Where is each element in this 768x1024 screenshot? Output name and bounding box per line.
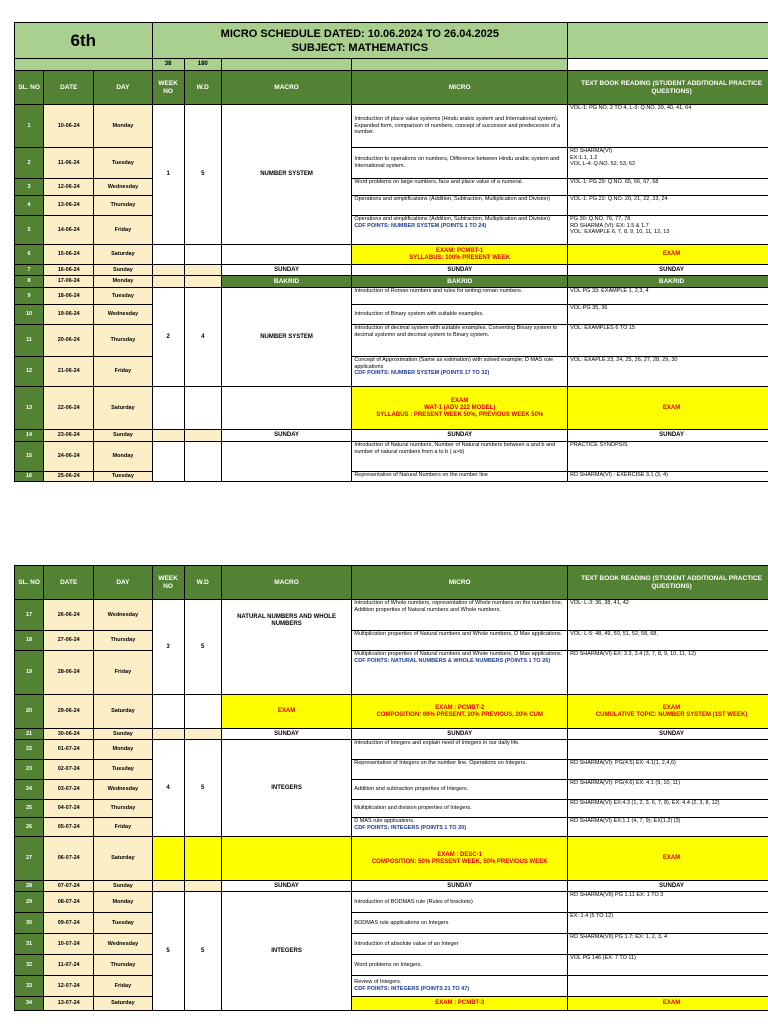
cell-week: 1 [152,105,184,245]
grade-label: 6th [15,23,153,59]
cell-book: EXAM [568,245,768,265]
cell-date: DATE [44,71,94,105]
column-header-row [15,71,768,105]
cell-day: Saturday [94,997,152,1011]
cell-book: EXAM [568,997,768,1011]
cell-sl: 28 [15,881,44,892]
cell-micro: Introduction of BODMAS rule (Rules of brackets) [352,892,568,913]
cell-date: 23-06-24 [44,430,94,442]
cell-micro: BODMAS rule applications on Integers [352,913,568,934]
cell-week: WEEK NO [152,566,184,600]
cell-week: 3 [152,600,184,695]
schedule-table-top [14,22,768,482]
table-row [15,934,768,955]
cell-book: PG 30: Q.NO. 76, 77, 78 RD SHARMA (VI): EX: 1.5 & 1.7 VOL: EXAMPLE 6, 7, 8, 9, 10, 11, 12, 13 [568,216,768,245]
cell-day: Thursday [94,325,152,357]
cell-day: Sunday [94,430,152,442]
cell-book: TEXT BOOK READING (STUDENT ADDITIONAL PRACTICE QUESTIONS) [568,566,768,600]
cell-sl: 11 [15,325,44,357]
cell-sl: 7 [15,265,44,276]
cell-day: Wednesday [94,934,152,955]
cell-book: RD SHARMA(VII) PG 1.11 EX: 1 TO 3 [568,892,768,913]
cell-book: VOL-1: PG NO. 2 TO 4, L-3: Q.NO. 39, 40, 41, 64 [568,105,768,148]
cell-sl: 3 [15,179,44,196]
cell-day: Monday [94,740,152,760]
table-row [15,216,768,245]
cell-micro: D MAS rule applications. [354,818,415,824]
table-row [15,276,768,288]
cell-book: VOL PG 146 (EX: 7 TO 11) [568,955,768,976]
cell-day: Tuesday [94,913,152,934]
table-row [15,105,768,148]
cell-book: VOL PG 33: EXAMPLE 1, 2,3, 4 [568,288,768,305]
cell-book: EXAM CUMULATIVE TOPIC: NUMBER SYSTEM (1ST WEEK) [568,695,768,729]
cell-day: Tuesday [94,760,152,780]
cell-macro: NUMBER SYSTEM [221,288,352,387]
cell-date: 24-06-24 [44,442,94,472]
cell-day: DAY [94,566,152,600]
cell-macro: BAKRID [221,276,352,288]
cell-micro: Word problems on Integers. [352,955,568,976]
cell-macro: SUNDAY [221,729,352,740]
cell-micro: Introduction to operations on numbers, Difference between Hindu arabic system and International system. [352,148,568,179]
table-row [15,305,768,325]
cell-sl: 29 [15,892,44,913]
table-row [15,780,768,800]
cell-wd: W.D [184,71,221,105]
cell-micro-cdf: CDF POINTS: NUMBER SYSTEM (POINTS 1 TO 24) [354,222,487,229]
cell-sl: 4 [15,196,44,216]
cell-book: VOL:PG 35, 36 [568,305,768,325]
cell-book: RD SHARMA(VI): PG(4.6) EX: 4.1 (9, 10, 11) [568,780,768,800]
table-row [15,288,768,305]
cell-micro: Representation of Integers on the number line. Operations on Integers. [352,760,568,780]
table-row [15,760,768,780]
cell-micro: Introduction of Binary system with suitable examples. [352,305,568,325]
cell-day: Friday [94,651,152,695]
table-row [15,837,768,881]
table-row [15,631,768,651]
cell-macro: NATURAL NUMBERS AND WHOLE NUMBERS [221,600,352,695]
cell-book: RD SHARMA(VI) EX:1.1 (4, 7, 9); EX(1.2) (3) [568,818,768,837]
table-row [15,976,768,997]
cell-wd: 5 [184,740,221,837]
cell-sl: 27 [15,837,44,881]
table-row [15,913,768,934]
cell-date: 19-06-24 [44,305,94,325]
cell-day: Thursday [94,955,152,976]
cell-micro: BAKRID [352,276,568,288]
cell-micro: Introduction of Roman numbers and rules for writing roman numbers. [352,288,568,305]
cell-date: 10-06-24 [44,105,94,148]
cell-date: 12-07-24 [44,976,94,997]
cell-sl: 14 [15,430,44,442]
cell-book: EXAM [568,387,768,430]
cell-day: Wednesday [94,780,152,800]
cell-day: Tuesday [94,288,152,305]
cell-book: EX: 1.4 (5 TO 12) [568,913,768,934]
cell-sl: 10 [15,305,44,325]
cell-micro: MICRO [352,566,568,600]
table-row [15,651,768,695]
cell-macro: MACRO [221,566,352,600]
cell-date: 25-06-24 [44,472,94,482]
cell-week: WEEK NO [152,71,184,105]
cell-day: Monday [94,105,152,148]
cell-sl: 33 [15,976,44,997]
cell-book: RD SHARMA(VII) PG 1.7; EX: 1, 2, 3, 4 [568,934,768,955]
cell-micro: Introduction of Integers and explain need of Integers in our daily life. [352,740,568,760]
cell-day: Sunday [94,881,152,892]
cell-day: Saturday [94,837,152,881]
cell-micro: Introduction of absolute value of an Integer [352,934,568,955]
cell-date: 08-07-24 [44,892,94,913]
table-row [15,892,768,913]
cell-title1: MICRO SCHEDULE DATED: 10.06.2024 TO 26.04.2025 [220,27,500,40]
cell-date: 13-07-24 [44,997,94,1011]
table-row [15,357,768,387]
table-row [15,196,768,216]
cell-micro: SUNDAY [352,729,568,740]
table-row [15,442,768,472]
cell-book: VOL-1: PG 22: Q.NO. 20, 21, 22, 23, 24 [568,196,768,216]
cell-micro: SUNDAY [352,881,568,892]
cell-day: Friday [94,357,152,387]
cell-sl: 17 [15,600,44,631]
total-working-days: 180 [184,59,221,71]
cell-macro: MACRO [221,71,352,105]
cell-book: SUNDAY [568,430,768,442]
cell-sl: 25 [15,800,44,818]
cell-day: Saturday [94,695,152,729]
cell-book: VOL: L-5: 48, 49, 50, 51, 52, 58, 68, [568,631,768,651]
cell-sl: 26 [15,818,44,837]
schedule-title [152,23,568,59]
cell-date: 03-07-24 [44,780,94,800]
cell-sl: 16 [15,472,44,482]
cell-sl: SL. NO [15,566,44,600]
cell-book: VOL: EXAPLE 23, 24, 25, 26, 27, 28, 29, 30 [568,357,768,387]
cell-day: Monday [94,276,152,288]
cell-micro: Operations and simplifications (Addition, Subtraction, Multiplication and Division) [352,196,568,216]
cell-date: 27-06-24 [44,631,94,651]
cell-sl: 2 [15,148,44,179]
cell-micro: Multiplication properties of Natural numbers and Whole numbers, D Mas applications. [354,651,563,657]
cell-day: Monday [94,892,152,913]
table-row [15,472,768,482]
cell-book: RD SHARMA(VI) EX:4.3 (1, 2, 3, 6, 7, 8), EX: 4.4 (2, 3, 8, 12) [568,800,768,818]
cell-macro: NUMBER SYSTEM [221,105,352,245]
cell-book: VOL-1: PG 29: Q.NO. 65, 66, 67, 68 [568,179,768,196]
total-weeks: 38 [152,59,184,71]
cell-book: TEXT BOOK READING (STUDENT ADDITIONAL PRACTICE QUESTIONS) [568,71,768,105]
cell-book: SUNDAY [568,881,768,892]
cell-date: 09-07-24 [44,913,94,934]
cell-book: RD SHARMA(VI) EX:1.1, 1.2 VOL L-4: Q.NO. 52, 53, 62 [568,148,768,179]
cell-micro: Introduction of decimal system with suitable examples. Converting Binary system to decimal systemn and decimal system to Binary system. [352,325,568,357]
cell-micro: Multiplication and division properties of Integers. [352,800,568,818]
cell-macro: INTEGERS [221,892,352,1011]
cell-book: RD SHARMA(VI): PG(4.5) EX: 4.1(1, 2,4,6) [568,760,768,780]
cell-micro: EXAM WAT-1 (ADV 222 MODEL) SYLLABUS : PRESENT WEEK 50%, PREVIOUS WEEK 50% [352,387,568,430]
cell-date: 14-06-24 [44,216,94,245]
cell-day: Wednesday [94,600,152,631]
cell-date: 06-07-24 [44,837,94,881]
cell-day: Tuesday [94,472,152,482]
cell-day: Friday [94,818,152,837]
cell-book [568,740,768,760]
cell-book: SUNDAY [568,265,768,276]
cell-micro: Review of Integers. [354,979,402,986]
cell-micro: Word problems on large numbers, face and place value of a numeral. [352,179,568,196]
cell-date: 16-06-24 [44,265,94,276]
cell-day: Saturday [94,387,152,430]
cell-date: 21-06-24 [44,357,94,387]
cell-wd: 5 [184,892,221,1011]
cell-book [568,976,768,997]
cell-day: Thursday [94,196,152,216]
cell-sl: 19 [15,651,44,695]
column-header-row [15,566,768,600]
cell-date: 13-06-24 [44,196,94,216]
cell-micro: Addition and subtraction properties of Integers. [352,780,568,800]
cell-wd: 5 [184,600,221,695]
cell-micro: Introduction of place value systems (Hindu arabic system and International system). Expanded form, comparison of numbers, concept of successor and predecessor of a number. [352,105,568,148]
cell-day: Wednesday [94,179,152,196]
cell-sl: 20 [15,695,44,729]
table-row [15,387,768,430]
cell-day: Wednesday [94,305,152,325]
cell-date: 22-06-24 [44,387,94,430]
cell-micro-cdf: CDF POINTS: NUMBER SYSTEM (POINTS 17 TO 32) [354,370,490,377]
cell-micro: Introduction of Natural numbers, Number of Natural numbers between a and b and number of natural numbers from a to b ( a>b) [352,442,568,472]
cell-sl: 9 [15,288,44,305]
cell-book: RD SHARMA(VI) EX: 3.3, 3.4 (3, 7, 8, 9, 10, 11, 12) [568,651,768,695]
cell-sl: 8 [15,276,44,288]
cell-sl: 30 [15,913,44,934]
cell-wd: 4 [184,288,221,387]
cell-sl: 24 [15,780,44,800]
table-row [15,245,768,265]
cell-sl: 18 [15,631,44,651]
cell-micro: Representation of Natural Numbers on the number line [352,472,568,482]
cell-micro: EXAM : PCMBT-3 [352,997,568,1011]
cell-macro: SUNDAY [221,430,352,442]
cell-date: 17-06-24 [44,276,94,288]
cell-wd: W.D [184,566,221,600]
cell-day: Sunday [94,729,152,740]
cell-date: 12-06-24 [44,179,94,196]
table-row [15,881,768,892]
cell-book: VOL: EXAMPLES 6 TO 15 [568,325,768,357]
cell-date: 29-06-24 [44,695,94,729]
table-row [15,818,768,837]
cell-sl: SL. NO [15,71,44,105]
cell-macro: EXAM [221,695,352,729]
cell-title2: SUBJECT: MATHEMATICS [291,41,429,54]
cell-date: 26-06-24 [44,600,94,631]
cell-micro-cdf: CDF POINTS: INTEGERS (POINTS 1 TO 20) [354,824,467,831]
cell-macro: SUNDAY [221,265,352,276]
cell-sl: 34 [15,997,44,1011]
table-row [15,695,768,729]
table-row [15,265,768,276]
cell-book: PRACTICE SYNOPSIS [568,442,768,472]
cell-micro: Concept of Approximation (Same as estimation) with solved example; D MAS rule applications [354,357,554,370]
cell-book: BAKRID [568,276,768,288]
cell-micro: EXAM : PCMBT-2 COMPOSITION: 60% PRESENT, 20% PREVIOUS, 20% CUM [352,695,568,729]
cell-week: 5 [152,892,184,1011]
cell-sl: 5 [15,216,44,245]
cell-micro: EXAM: PCMBT-1 SYLLABUS: 100% PRESENT WEEK [352,245,568,265]
table-row [15,148,768,179]
cell-sl: 12 [15,357,44,387]
cell-date: 07-07-24 [44,881,94,892]
cell-day: Thursday [94,800,152,818]
table-row [15,997,768,1011]
cell-date: 11-07-24 [44,955,94,976]
table-row [15,740,768,760]
cell-date: 11-06-24 [44,148,94,179]
cell-wd: 5 [184,105,221,245]
cell-micro: MICRO [352,71,568,105]
cell-sl: 1 [15,105,44,148]
cell-micro: Multiplication properties of Natural numbers and Whole numbers, D Mas applications. [352,631,568,651]
schedule-table-bottom [14,565,768,1011]
cell-micro-cdf: CDF POINTS: INTEGERS (POINTS 21 TO 47) [354,986,470,992]
cell-sl: 22 [15,740,44,760]
cell-macro: INTEGERS [221,740,352,837]
cell-week: 4 [152,740,184,837]
cell-day: Saturday [94,245,152,265]
cell-sl: 31 [15,934,44,955]
cell-micro: Introduction of Whole numbers, representation of Whole numbers on the number line, Addition properties of Natural numbers and Whole numbers. [352,600,568,631]
cell-macro: SUNDAY [221,881,352,892]
table-row [15,600,768,631]
cell-week: 2 [152,288,184,387]
cell-date: 28-06-24 [44,651,94,695]
cell-date: 04-07-24 [44,800,94,818]
cell-book: VOL: L-3: 36, 38, 41, 42 [568,600,768,631]
table-row [15,729,768,740]
cell-sl: 13 [15,387,44,430]
cell-day: DAY [94,71,152,105]
cell-micro: SUNDAY [352,265,568,276]
cell-date: 02-07-24 [44,760,94,780]
cell-date: 01-07-24 [44,740,94,760]
table-row [15,800,768,818]
table-row [15,430,768,442]
table-row [15,179,768,196]
cell-micro-cdf: CDF POINTS: NATURAL NUMBERS & WHOLE NUMBERS (POINTS 1 TO 26) [354,657,551,664]
cell-day: Thursday [94,631,152,651]
cell-date: 20-06-24 [44,325,94,357]
cell-day: Monday [94,442,152,472]
cell-sl: 6 [15,245,44,265]
cell-sl: 23 [15,760,44,780]
cell-book: EXAM [568,837,768,881]
cell-book: RD SHARMA(VI) : EXERCISE 3.1 (3, 4) [568,472,768,482]
cell-day: Tuesday [94,148,152,179]
cell-sl: 21 [15,729,44,740]
cell-sl: 15 [15,442,44,472]
cell-micro: Operations and simplifications (Addition, Subtraction, Multiplication and Division) [354,216,550,222]
cell-date: 18-06-24 [44,288,94,305]
table-row [15,955,768,976]
cell-sl: 32 [15,955,44,976]
cell-date: 30-06-24 [44,729,94,740]
cell-date: 05-07-24 [44,818,94,837]
cell-micro: SUNDAY [352,430,568,442]
table-row [15,325,768,357]
cell-micro: EXAM : DESC-1 COMPOSITION: 50% PRESENT WEEK, 50% PREVIOUS WEEK [352,837,568,881]
cell-day: Friday [94,216,152,245]
cell-day: Friday [94,976,152,997]
cell-book: SUNDAY [568,729,768,740]
cell-date: 15-06-24 [44,245,94,265]
cell-day: Sunday [94,265,152,276]
cell-date: 10-07-24 [44,934,94,955]
cell-date: DATE [44,566,94,600]
